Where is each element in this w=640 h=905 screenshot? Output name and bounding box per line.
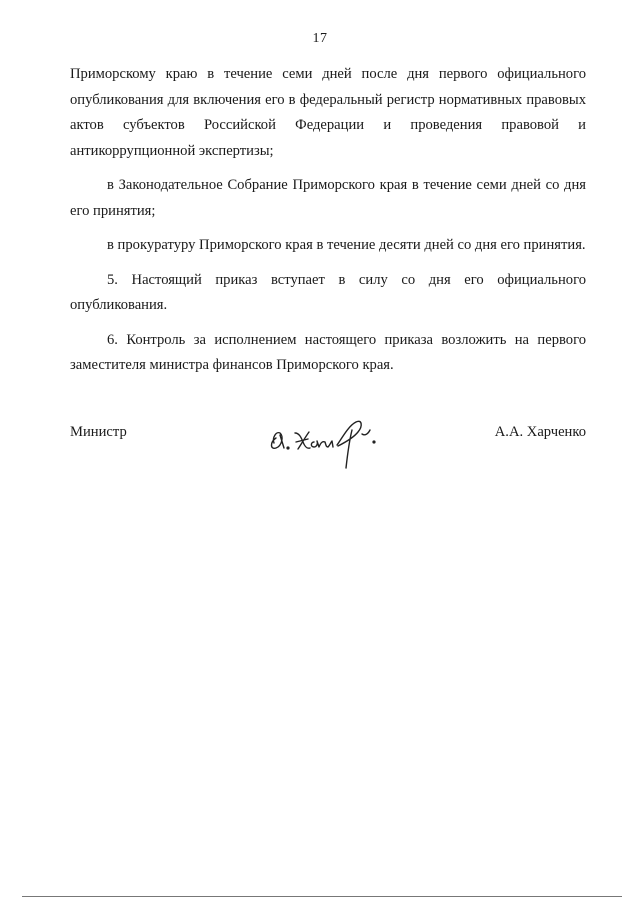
page-bottom-rule xyxy=(22,896,622,897)
paragraph-prosecutor: в прокуратуру Приморского края в течение десяти дней со дня его принятия. xyxy=(107,237,586,253)
paragraph-continuation: Приморскому краю в течение семи дней после дня первого официального опубликования для включения его в федеральный регистр нормативных правовых актов субъектов Российской Федерации и проведения правовой и антикоррупционной экспертизы; xyxy=(70,66,586,159)
document-body xyxy=(70,62,586,379)
page-number: 17 xyxy=(312,31,328,46)
paragraph-legislative-assembly: в Законодательное Собрание Приморского края в течение семи дней со дня его принятия; xyxy=(70,177,586,219)
signatory-title: Министр xyxy=(70,424,127,440)
signature-block xyxy=(70,412,586,472)
paragraph-item-5: 5. Настоящий приказ вступает в силу со дня его официального опубликования. xyxy=(70,271,586,313)
paragraph-item-6: 6. Контроль за исполнением настоящего приказа возложить на первого заместителя министра финансов Приморского края. xyxy=(70,331,586,373)
handwritten-signature xyxy=(266,412,396,472)
signatory-name: А.А. Харченко xyxy=(494,424,586,440)
